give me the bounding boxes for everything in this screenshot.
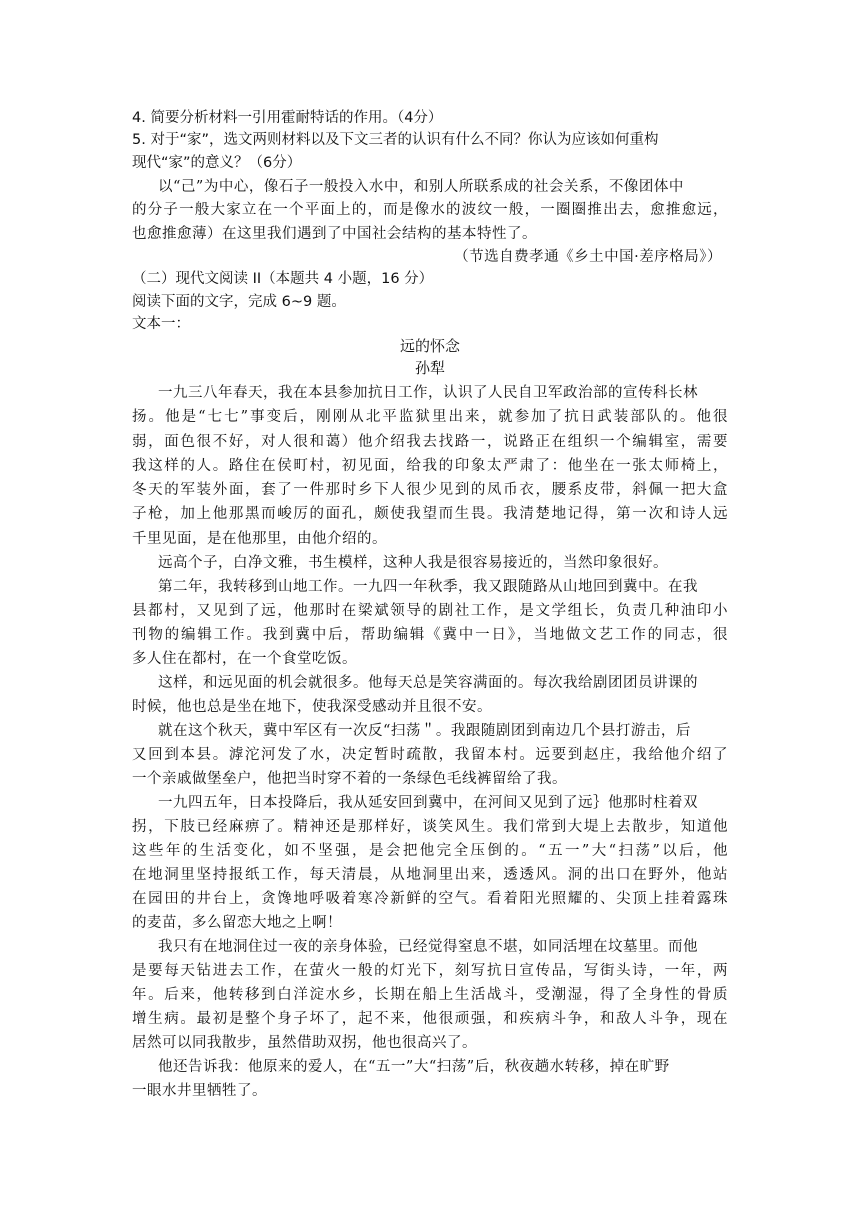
article-line: 一九三八年春天，我在本县参加抗日工作，认识了人民自卫军政治部的宣传科长林 bbox=[158, 385, 698, 401]
article-line: 远高个子，白净文雅，书生模样，这种人我是很容易接近的，当然印象很好。 bbox=[158, 555, 668, 571]
question-4: 4. 简要分析材料一引用霍耐特话的作用。（4分） bbox=[132, 110, 443, 126]
question-5-line-1: 5. 对于“家”，选文两则材料以及下文三者的认识有什么不同？你认为应该如何重构 bbox=[132, 132, 659, 148]
article-line: 在地洞里坚持报纸工作，每天清晨，从地洞里出来，透透风。洞的出口在野外，他站 bbox=[132, 867, 728, 883]
question-5-line-2: 现代“家”的意义？（6分） bbox=[132, 155, 302, 171]
article-line: 又回到本县。滹沱河发了水，决定暂时疏散，我留本村。远要到赵庄，我给他介绍了 bbox=[132, 747, 728, 763]
quote-line-2: 的分子一般大家立在一个平面上的，而是像水的波纹一般，一圈圈推出去，愈推愈远， bbox=[132, 202, 728, 218]
article-line: 增生病。最初是整个身子坏了，起不来，他很顽强，和疾病斗争，和敌人斗争，现在 bbox=[132, 1011, 728, 1027]
section-heading: （二）现代文阅读 II（本题共 4 小题，16 分） bbox=[132, 271, 434, 287]
article-line: 他还告诉我：他原来的爱人，在“五一”大“扫荡”后，秋夜趟水转移，掉在旷野 bbox=[158, 1059, 670, 1075]
section-instruction: 阅读下面的文字，完成 6~9 题。 bbox=[132, 294, 346, 310]
article-line: 我只有在地洞住过一夜的亲身体验，已经觉得窒息不堪，如同活埋在坟墓里。而他 bbox=[158, 939, 698, 955]
article-line: 弱，面色很不好，对人很和蔼）他介绍我去找路一，说路正在组织一个编辑室，需要 bbox=[132, 434, 728, 450]
article-line: 这样，和远见面的机会就很多。他每天总是笑容满面的。每次我给剧团团员讲课的 bbox=[158, 675, 698, 691]
article-line: 时候，他也总是坐在地下，使我深受感动并且很不安。 bbox=[132, 699, 492, 715]
article-line: 这些年的生活变化，如不坚强，是会把他完全压倒的。“五一”大“扫荡”以后，他 bbox=[132, 843, 728, 859]
article-line: 子枪，加上他那黑而峻厉的面孔，颇使我望而生畏。我清楚地记得，第一次和诗人远 bbox=[132, 506, 728, 522]
article-line: 一眼水井里牺牲了。 bbox=[132, 1083, 267, 1099]
article-line: 就在这个秋天，冀中军区有一次反“扫荡＂。我跟随剧团到南边几个县打游击，后 bbox=[158, 723, 691, 739]
article-line: 一个亲戚做堡垒户，他把当时穿不着的一条绿色毛线裤留给了我。 bbox=[132, 771, 567, 787]
article-line: 是要每天钻进去工作，在萤火一般的灯光下，刻写抗日宣传品，写街头诗，一年，两 bbox=[132, 963, 728, 979]
article-author: 孙犁 bbox=[414, 359, 445, 377]
article-line: 拐，下肢已经麻痹了。精神还是那样好，谈笑风生。我们常到大堤上去散步，知道他 bbox=[132, 819, 728, 835]
article-line: 千里见面，是在他那里，由他介绍的。 bbox=[132, 531, 387, 547]
article-line: 的麦苗，多么留恋大地之上啊！ bbox=[132, 915, 342, 931]
article-line: 多人住在都村，在一个食堂吃饭。 bbox=[132, 651, 357, 667]
article-line: 刊物的编辑工作。我到冀中后，帮助编辑《冀中一日》，当地做文艺工作的同志，很 bbox=[132, 627, 728, 643]
article-line: 第二年，我转移到山地工作。一九四一年秋季，我又跟随路从山地回到冀中。在我 bbox=[158, 579, 698, 595]
quote-source: （节选自费孝通《乡土中国·差序格局》） bbox=[454, 249, 722, 265]
article-line: 冬天的军装外面，套了一件那时乡下人很少见到的凤币衣，腰系皮带，斜佩一把大盒 bbox=[132, 482, 728, 498]
article-line: 年。后来，他转移到白洋淀水乡，长期在船上生活战斗，受潮湿，得了全身性的骨质 bbox=[132, 987, 728, 1003]
article-line: 扬。他是“七七”事变后，刚刚从北平监狱里出来，就参加了抗日武装部队的。他很 bbox=[132, 409, 728, 425]
article-line: 一九四五年，日本投降后，我从延安回到冀中，在河间又见到了远｝他那时柱着双 bbox=[158, 795, 698, 811]
article-line: 在园田的井台上，贪馋地呼吸着寒冷新鲜的空气。看着阳光照耀的、尖顶上挂着露珠 bbox=[132, 891, 728, 907]
quote-line-1: 以“己”为中心，像石子一般投入水中，和别人所联系成的社会关系，不像团体中 bbox=[158, 179, 684, 195]
quote-line-3: 也愈推愈薄）在这里我们遇到了中国社会结构的基本特性了。 bbox=[132, 226, 537, 242]
article-line: 我这样的人。路住在侯町村，初见面，给我的印象太严肃了：他坐在一张太师椅上， bbox=[132, 458, 728, 474]
text-label: 文本一： bbox=[132, 316, 190, 332]
article-line: 居然可以同我散步，虽然借助双拐，他也很高兴了。 bbox=[132, 1035, 477, 1051]
article-title: 远的怀念 bbox=[399, 337, 460, 355]
article-line: 县都村，又见到了远，他那时在梁斌领导的剧社工作，是文学组长，负责几种油印小 bbox=[132, 603, 728, 619]
